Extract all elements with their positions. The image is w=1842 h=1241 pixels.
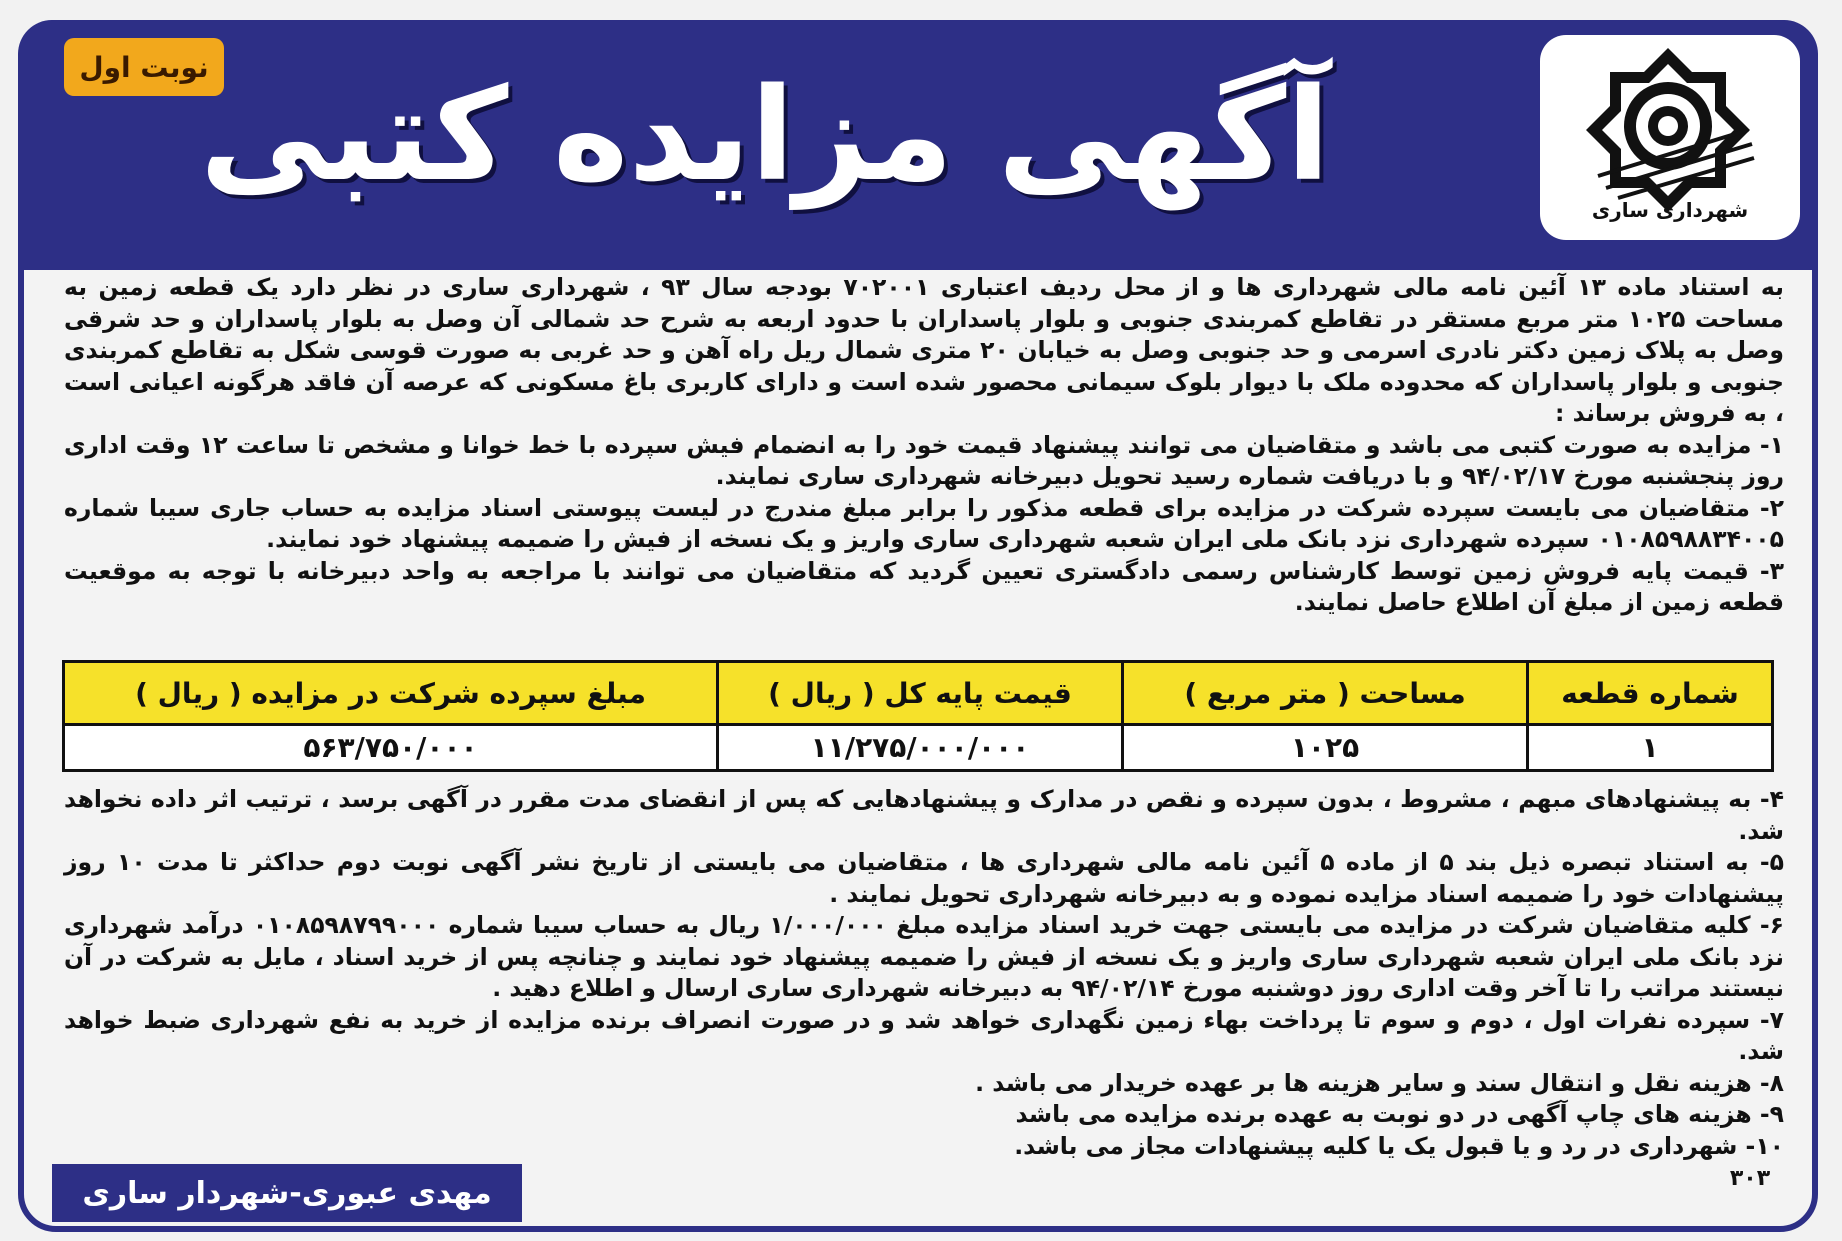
clause-8: ۸- هزینه نقل و انتقال سند و سایر هزینه ها بر عهده خریدار می باشد . — [975, 1068, 1784, 1097]
logo-caption: شهرداری ساری — [1591, 198, 1749, 222]
cell-area: ۱۰۲۵ — [1123, 725, 1528, 771]
clause-5: ۵- به استناد تبصره ذیل بند ۵ از ماده ۵ آئین نامه مالی شهرداری ها ، متقاضیان می بایستی از تاریخ نشر آگهی نوبت دوم حداکثر تا مدت ۱۰ روز پیشنهادات خود را ضمیمه اسناد مزایده نموده و به دبیرخانه شهرداری تحویل نمایند . — [64, 848, 1784, 908]
intro-paragraph: به استناد ماده ۱۳ آئین نامه مالی شهرداری ها و از محل ردیف اعتباری ۷۰۲۰۰۱ بودجه سال ۹۳ ، شهرداری ساری در نظر دارد یک قطعه زمین به مساحت ۱۰۲۵ متر مربع مستقر در تقاطع کمربندی جنوبی و بلوار پاسداران با حدود اربعه به شرح حد شمالی آن وصل به بلوار پاسداران و حد شرقی وصل به پلاک زمین دکتر نادری اسرمی و حد جنوبی وصل به خیابان ۲۰ متری شمال ریل راه آهن و حد غربی به صورت قوسی شکل به تقاطع کمربندی جنوبی و بلوار پاسداران که محدوده ملک با دیوار بلوک سیمانی محصور شده است و دارای کاربری باغ مسکونی که عرصه آن فاقد هرگونه اعیانی است ، به فروش برساند : — [64, 273, 1784, 427]
notice-body-bottom — [64, 784, 1784, 1162]
clause-6: ۶- کلیه متقاضیان شرکت در مزایده می بایستی جهت خرید اسناد مزایده مبلغ ۱/۰۰۰/۰۰۰ ریال به حساب سیبا شماره ۰۱۰۸۵۹۸۷۹۹۰۰۰ درآمد شهرداری نزد بانک ملی ایران شعبه شهرداری ساری واریز و یک نسخه از فیش را ضمیمه پیشنهاد خود نمایند و چنانچه پس از خرید اسناد ، مایل به شرکت در آن نیستند مراتب را تا آخر وقت اداری روز دوشنبه مورخ ۹۴/۰۲/۱۴ به دبیرخانه شهرداری ساری ارسال و اطلاع دهید . — [64, 911, 1785, 1002]
clause-3: ۳- قیمت پایه فروش زمین توسط کارشناس رسمی دادگستری تعیین گردید که متقاضیان می توانند با مراجعه به واحد دبیرخانه با توجه به موقعیت قطعه زمین از مبلغ آن اطلاع حاصل نمایند. — [64, 556, 1784, 616]
table-header-row — [64, 662, 1773, 725]
col-deposit: مبلغ سپرده شرکت در مزایده ( ریال ) — [64, 662, 718, 725]
col-base-price: قیمت پایه کل ( ریال ) — [718, 662, 1123, 725]
signature-box: مهدی عبوری-شهردار ساری — [52, 1164, 522, 1222]
cell-lot-number: ۱ — [1528, 725, 1773, 771]
round-badge: نوبت اول — [64, 38, 224, 96]
notice-body-top — [64, 272, 1784, 619]
clause-7: ۷- سپرده نفرات اول ، دوم و سوم تا پرداخت بهاء زمین نگهداری خواهد شد و در صورت انصراف برنده مزایده از خرید به نفع شهرداری ضبط خواهد شد. — [64, 1005, 1784, 1065]
clause-4: ۴- به پیشنهادهای مبهم ، مشروط ، بدون سپرده و نقص در مدارک و پیشنهادهایی که پس از انقضای مدت مقرر در آگهی برسد ، ترتیب اثر داده نخواهد شد. — [64, 785, 1784, 845]
notice-title: آگهی مزایده کتبی — [199, 60, 1331, 210]
clause-9: ۹- هزینه های چاپ آگهی در دو نوبت به عهده برنده مزایده می باشد — [1015, 1100, 1784, 1128]
lots-table — [62, 660, 1774, 772]
clause-1: ۱- مزایده به صورت کتبی می باشد و متقاضیان می توانند پیشنهاد قیمت خود را به انضمام فیش سپرده با خط خوانا و مشخص تا ساعت ۱۲ وقت اداری روز پنجشنبه مورخ ۹۴/۰۲/۱۷ و با دریافت شماره رسید تحویل دبیرخانه شهرداری ساری نمایند. — [64, 430, 1784, 490]
table-row — [64, 725, 1773, 771]
clause-2: ۲- متقاضیان می بایست سپرده شرکت در مزایده برای قطعه مذکور را برابر مبلغ مندرج در لیست پیوستی اسناد مزایده به حساب جاری سیبا شماره ۰۱۰۸۵۹۸۸۳۴۰۰۵ سپرده شهرداری نزد بانک ملی ایران شعبه شهرداری ساری واریز و یک نسخه از فیش را ضمیمه پیشنهاد خود نمایند. — [64, 493, 1784, 553]
notice-code: ۳۰۳ — [1729, 1166, 1771, 1191]
col-area: مساحت ( متر مربع ) — [1123, 662, 1528, 725]
col-lot-number: شماره قطعه — [1528, 662, 1773, 725]
cell-deposit: ۵۶۳/۷۵۰/۰۰۰ — [64, 725, 718, 771]
clause-10: ۱۰- شهرداری در رد و یا قبول یک یا کلیه پیشنهادات مجاز می باشد. — [1014, 1131, 1784, 1160]
cell-base-price: ۱۱/۲۷۵/۰۰۰/۰۰۰ — [718, 725, 1123, 771]
